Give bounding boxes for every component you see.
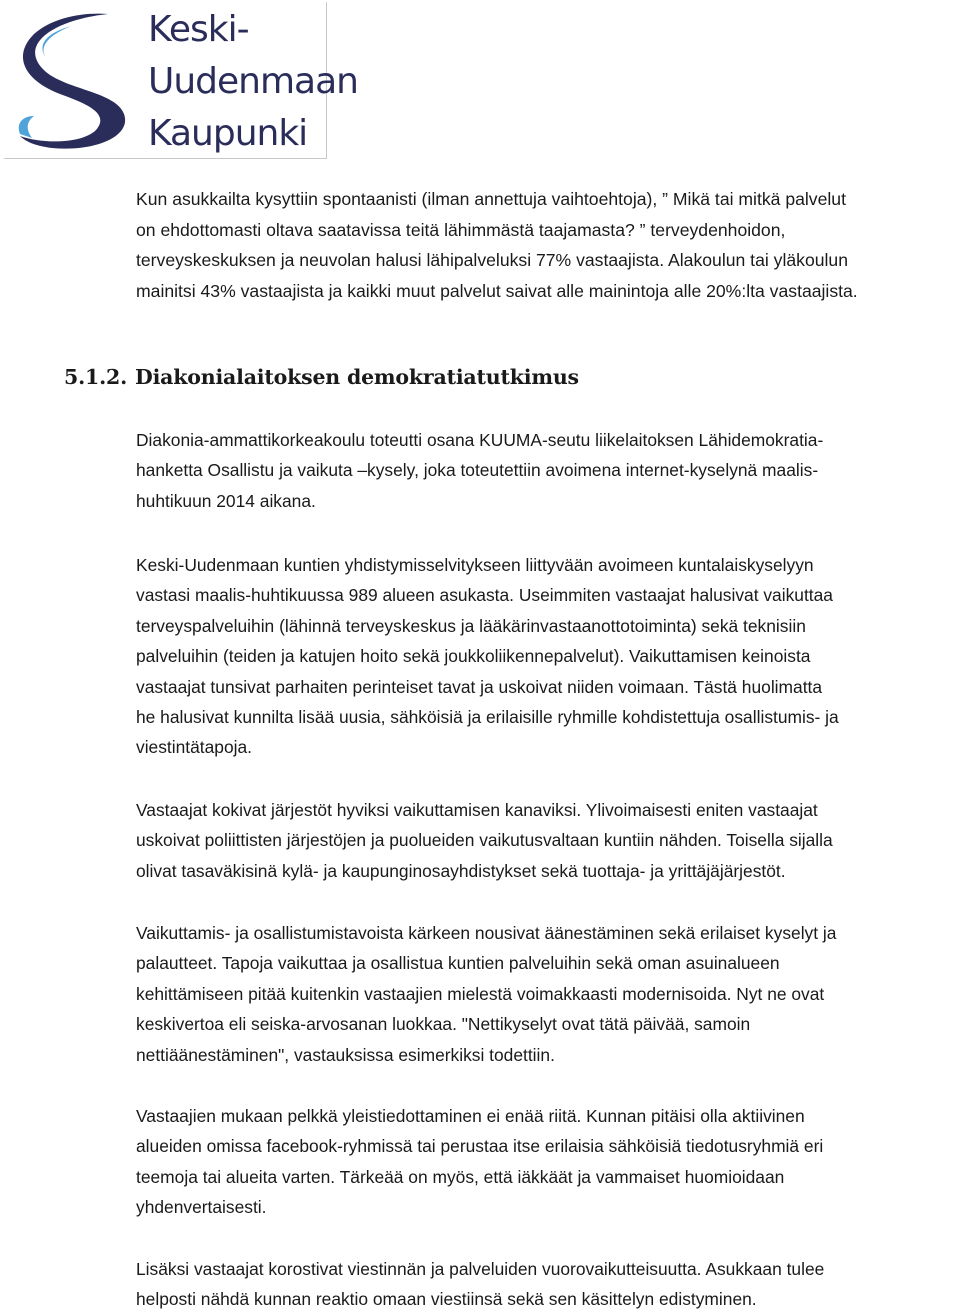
paragraph-line: huhtikuun 2014 aikana. — [136, 490, 316, 511]
section-heading — [64, 359, 579, 395]
logo-wordmark — [148, 4, 358, 160]
paragraph-line: palautteet. Tapoja vaikuttaa ja osallistua kuntien palveluihin sekä oman asuinalueen — [136, 953, 780, 974]
intro-line: terveyskeskuksen ja neuvolan halusi lähipalveluksi 77% vastaajista. Alakoulun tai yläkoulun — [136, 250, 848, 270]
paragraph-line: alueiden omissa facebook-ryhmissä tai perustaa itse erilaisia sähköisiä tiedotusryhmiä eri — [136, 1136, 824, 1157]
intro-paragraph — [136, 184, 936, 306]
paragraph-line: Keski-Uudenmaan kuntien yhdistymisselvitykseen liittyvään avoimeen kuntalaiskyselyyn — [136, 555, 814, 575]
section-number: 5.1.2. — [64, 365, 128, 389]
paragraph-organizations — [136, 795, 948, 886]
paragraph-line: he halusivat kunnilta lisää uusia, sähköisiä ja erilaisille ryhmille kohdistettuja osallistumis- ja — [136, 707, 839, 728]
intro-line: on ehdottomasti oltava saatavissa teitä lähimmästä taajamasta? ” terveydenhoidon, — [136, 219, 786, 240]
paragraph-line: hanketta Osallistu ja vaikuta –kysely, joka toteutettiin avoimena internet-kyselynä maalis- — [136, 460, 819, 481]
paragraph-interaction — [136, 1254, 948, 1315]
paragraph-communication — [136, 1101, 948, 1223]
paragraph-survey — [136, 550, 948, 763]
intro-line: Kun asukkailta kysyttiin spontaanisti (ilman annettuja vaihtoehtoja), ” Mikä tai mitkä palvelut — [136, 189, 846, 209]
logo-line-2: Uudenmaan — [148, 61, 358, 102]
paragraph-line: palveluihin (teiden ja katujen hoito sekä joukkoliikennepalvelut). Vaikuttamisen keinoista — [136, 646, 811, 667]
paragraph-line: uskoivat poliittisten järjestöjen ja puolueiden vaikutusvaltaan kuntiin nähden. Toisella sijalla — [136, 830, 833, 851]
paragraph-line: kehittämiseen pitää kuitenkin vastaajien mielestä voimakkaasti modernisoida. Nyt ne ovat — [136, 983, 825, 1004]
logo-line-1: Keski- — [148, 9, 249, 50]
paragraph-line: keskivertoa eli seiska-arvosanan luokkaa. "Nettikyselyt ovat tätä päivää, samoin — [136, 1014, 751, 1035]
organization-logo — [4, 2, 358, 159]
paragraph-line: Diakonia-ammattikorkeakoulu toteutti osana KUUMA-seutu liikelaitoksen Lähidemokratia- — [136, 430, 824, 450]
s-swirl-logo-icon — [12, 6, 142, 156]
paragraph-line: teemoja tai alueita varten. Tärkeää on myös, että iäkkäät ja vammaiset huomioidaan — [136, 1166, 785, 1187]
paragraph-line: vastasi maalis-huhtikuussa 989 alueen asukasta. Useimmiten vastaajat halusivat vaikuttaa — [136, 585, 833, 606]
paragraph-line: vastaajat tunsivat parhaiten perinteiset tavat ja uskoivat niiden voimaan. Tästä huolimatta — [136, 676, 823, 697]
paragraph-line: Lisäksi vastaajat korostivat viestinnän ja palveluiden vuorovaikutteisuutta. Asukkaan tulee — [136, 1259, 825, 1279]
paragraph-line: Vaikuttamis- ja osallistumistavoista kärkeen nousivat äänestäminen sekä erilaiset kyselyt ja — [136, 923, 837, 943]
intro-line: mainitsi 43% vastaajista ja kaikki muut palvelut saivat alle mainintoja alle 20%:lta vastaajista. — [136, 280, 858, 301]
paragraph-line: olivat tasaväkisinä kylä- ja kaupunginosayhdistykset sekä tuottaja- ja yrittäjäjärjestöt. — [136, 860, 786, 881]
paragraph-diakonia — [136, 425, 948, 516]
paragraph-line: viestintätapoja. — [136, 737, 253, 758]
logo-line-3: Kaupunki — [148, 113, 308, 154]
paragraph-participation — [136, 918, 948, 1070]
paragraph-line: Vastaajien mukaan pelkkä yleistiedottaminen ei enää riitä. Kunnan pitäisi olla aktiivinen — [136, 1106, 805, 1126]
paragraph-line: nettiäänestäminen", vastauksissa esimerkiksi todettiin. — [136, 1044, 555, 1065]
paragraph-line: terveyspalveluihin (lähinnä terveyskeskus ja lääkärinvastaanottotoiminta) sekä teknisiin — [136, 615, 806, 636]
section-title: Diakonialaitoksen demokratiatutkimus — [135, 365, 579, 389]
paragraph-line: yhdenvertaisesti. — [136, 1197, 267, 1218]
paragraph-line: Vastaajat kokivat järjestöt hyviksi vaikuttamisen kanaviksi. Ylivoimaisesti eniten vastaajat — [136, 800, 818, 820]
paragraph-line: helposti nähdä kunnan reaktio omaan viestiinsä sekä sen käsittelyn edistyminen. — [136, 1289, 757, 1310]
